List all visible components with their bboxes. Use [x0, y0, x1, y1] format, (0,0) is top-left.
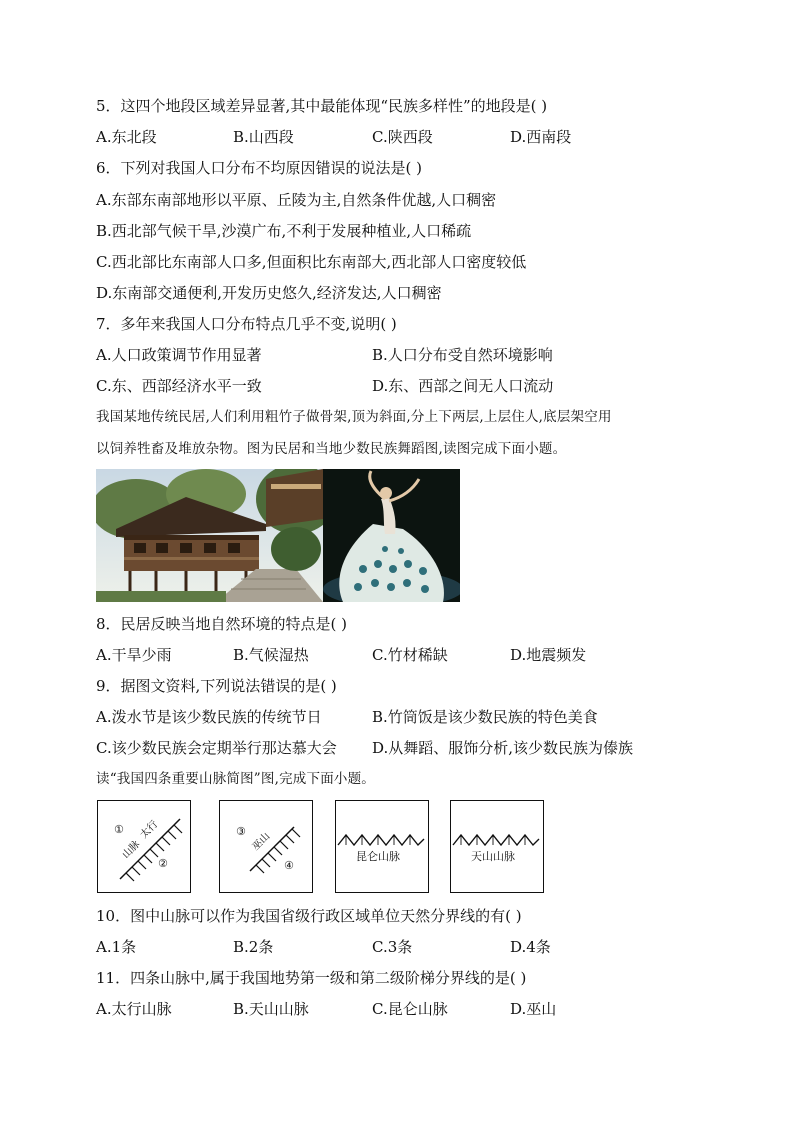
q7-stem: 7．多年来我国人口分布特点几乎不变,说明( ) [96, 315, 397, 333]
region-marker-4: ④ [284, 859, 294, 872]
q8-stem: 8．民居反映当地自然环境的特点是( ) [96, 615, 348, 633]
wushan-mountain-diagram [219, 800, 313, 893]
q9-stem: 9．据图文资料,下列说法错误的是( ) [96, 677, 337, 695]
q7-option-a: A.人口政策调节作用显著 [96, 346, 262, 364]
q9-option-b: B.竹筒饭是该少数民族的特色美食 [372, 708, 598, 726]
stilt-house-photo [96, 469, 323, 602]
kunlun-mountain-diagram [335, 800, 429, 893]
q6-option-b: B.西北部气候干旱,沙漠广布,不利于发展种植业,人口稀疏 [96, 222, 472, 240]
q10-stem: 10．图中山脉可以作为我国省级行政区域单位天然分界线的有( ) [96, 907, 522, 925]
q7-option-d: D.东、西部之间无人口流动 [372, 377, 554, 395]
q11-option-a: A.太行山脉 [96, 1000, 172, 1018]
q8-option-c: C.竹材稀缺 [372, 646, 448, 664]
peacock-dance-photo [323, 469, 460, 602]
q9-option-d: D.从舞蹈、服饰分析,该少数民族为傣族 [372, 739, 634, 757]
q5-stem: 5．这四个地段区域差异显著,其中最能体现“民族多样性”的地段是( ) [96, 97, 548, 115]
material-2-line-1: 读“我国四条重要山脉简图”图,完成下面小题。 [96, 771, 375, 787]
tianshan-label: 天山山脉 [471, 850, 515, 863]
taihang-label-b: 山脉 [120, 838, 143, 861]
material-1-line-2: 以饲养牲畜及堆放杂物。图为民居和当地少数民族舞蹈图,读图完成下面小题。 [96, 441, 567, 457]
wushan-label: 巫山 [250, 830, 273, 853]
q10-option-b: B.2条 [233, 938, 274, 956]
region-marker-1: ① [114, 823, 124, 836]
q9-option-c: C.该少数民族会定期举行那达慕大会 [96, 739, 337, 757]
taihang-label-a: 太行 [138, 818, 161, 841]
q6-stem: 6．下列对我国人口分布不均原因错误的说法是( ) [96, 159, 423, 177]
q11-option-c: C.昆仑山脉 [372, 1000, 448, 1018]
q5-option-b: B.山西段 [233, 128, 294, 146]
q8-option-b: B.气候湿热 [233, 646, 309, 664]
q7-option-c: C.东、西部经济水平一致 [96, 377, 262, 395]
q11-option-b: B.天山山脉 [233, 1000, 309, 1018]
material-1-line-1: 我国某地传统民居,人们利用粗竹子做骨架,顶为斜面,分上下两层,上层住人,底层架空用 [96, 409, 612, 425]
q5-option-d: D.西南段 [510, 128, 572, 146]
tianshan-mountain-diagram [450, 800, 544, 893]
q6-option-a: A.东部东南部地形以平原、丘陵为主,自然条件优越,人口稠密 [96, 191, 497, 209]
q8-option-a: A.干旱少雨 [96, 646, 172, 664]
q11-option-d: D.巫山 [510, 1000, 557, 1018]
q10-option-d: D.4条 [510, 938, 551, 956]
region-marker-3: ③ [236, 825, 246, 838]
q6-option-d: D.东南部交通便利,开发历史悠久,经济发达,人口稠密 [96, 284, 442, 302]
q10-option-c: C.3条 [372, 938, 413, 956]
kunlun-label: 昆仑山脉 [356, 850, 400, 863]
q7-option-b: B.人口分布受自然环境影响 [372, 346, 553, 364]
q11-stem: 11．四条山脉中,属于我国地势第一级和第二级阶梯分界线的是( ) [96, 969, 527, 987]
q8-option-d: D.地震频发 [510, 646, 587, 664]
q5-option-a: A.东北段 [96, 128, 157, 146]
q9-option-a: A.泼水节是该少数民族的传统节日 [96, 708, 322, 726]
q6-option-c: C.西北部比东南部人口多,但面积比东南部大,西北部人口密度较低 [96, 253, 527, 271]
q5-option-c: C.陕西段 [372, 128, 433, 146]
q10-option-a: A.1条 [96, 938, 137, 956]
region-marker-2: ② [158, 857, 168, 870]
taihang-mountain-diagram [97, 800, 191, 893]
